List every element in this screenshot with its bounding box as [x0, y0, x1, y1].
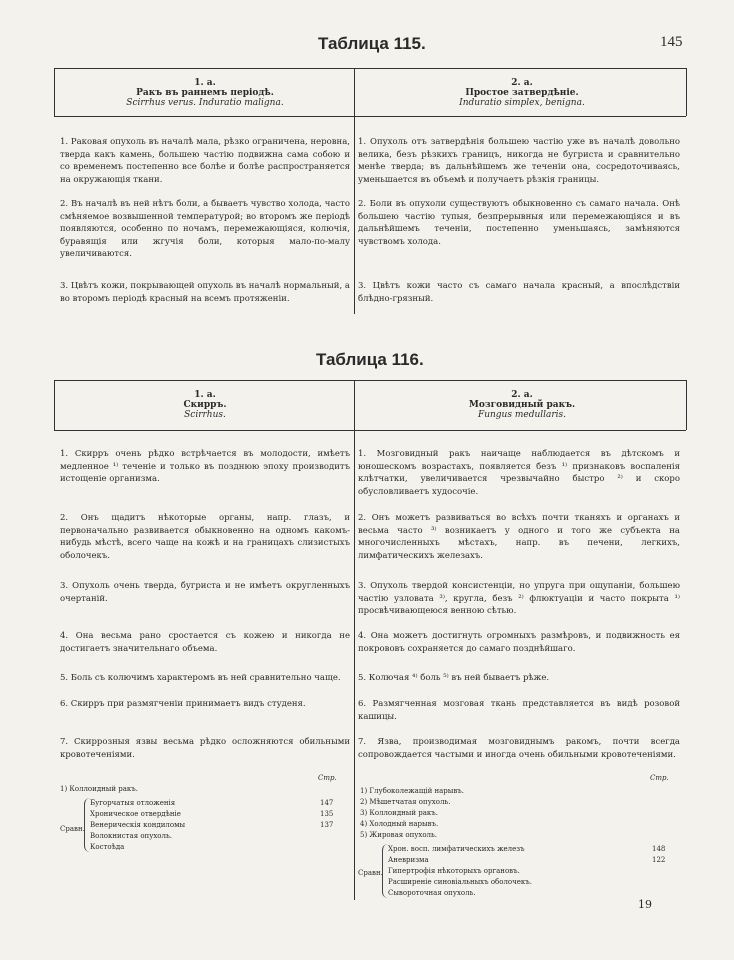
table-115-right-edge [686, 68, 687, 116]
footnote-ref: Аневризма [388, 856, 429, 864]
footnote-ref-page: 135 [320, 810, 334, 818]
list-item: 5. Боль съ колючимъ характеромъ въ ней сравнительно чаще. [60, 673, 341, 683]
footnote-ref-page: 148 [652, 845, 666, 853]
footnote-ref: Венерическія кондиломы [90, 821, 186, 829]
list-item: 3. Цвѣтъ кожи часто съ самаго начала красный, а впослѣдствіи блѣдно-грязный. [358, 281, 680, 304]
footnote-ref-page: 122 [652, 856, 666, 864]
footnote-item: 1) Коллоидный ракъ. [60, 785, 138, 793]
list-item: 2. Боли въ опухоли существуютъ обыкновенно съ самаго начала. Онѣ большею частію тупыя, безпрерывныя или перемежающіяся и въ дальнѣйшемъ теченіи, постепенно уменьшаясь, замѣняются чувствомъ холода. [358, 199, 680, 247]
list-item: 6. Размягченная мозговая ткань представляется въ видѣ розовой кашицы. [358, 699, 680, 722]
footnote-ref: Расширеніе синовіальныхъ оболочекъ. [388, 878, 532, 886]
list-item: 3. Цвѣтъ кожи, покрывающей опухоль въ началѣ нормальный, а во второмъ періодѣ красный на всемъ протяженіи. [60, 281, 350, 304]
footnote-item: 4) Холодный нарывъ. [360, 820, 439, 828]
list-item: 7. Скиррозныя язвы весьма рѣдко осложняются обильными кровотеченіями. [60, 737, 350, 760]
table-116-header-rule [54, 430, 686, 431]
list-item: 1. Опухоль отъ затвердѣнія большею частію уже въ началѣ довольно велика, безъ рѣзкихъ границъ, никогда не бугриста и сравнительно менѣе тверда; въ дальнѣйшемъ же теченіи она, сосредоточиваясь, уменьшается въ объемѣ и получаетъ рѣзкія границы. [358, 137, 680, 185]
footnote-item: 1) Глубоколежащій нарывъ. [360, 787, 464, 795]
list-item: 7. Язва, производимая мозговиднымъ ракомъ, почти всегда сопровождается частыми и иногда очень обильными кровотеченіями. [358, 737, 680, 760]
list-item: 6. Скирръ при размягченіи принимаетъ видъ студеня. [60, 699, 306, 709]
footnote-item: 2) Мѣшетчатая опухоль. [360, 798, 451, 806]
footnote-item: 5) Жировая опухоль. [360, 831, 438, 839]
signature-mark: 19 [638, 898, 652, 911]
table-115-right-header [362, 78, 682, 108]
footnote-item: 3) Коллоидный ракъ. [360, 809, 438, 817]
column-number: 2. а. [511, 390, 533, 400]
table-116-divider [354, 380, 355, 900]
column-number: 2. а. [511, 78, 533, 88]
list-item: 3. Опухоль очень тверда, бугриста и не имѣетъ округленныхъ очертаній. [60, 581, 350, 604]
footnote-ref: Гипертрофія нѣкоторыхъ органовъ. [388, 867, 520, 875]
table-115-header-rule [54, 116, 686, 117]
table-116-top-rule [54, 380, 686, 381]
table-116-left-header [60, 390, 350, 420]
list-item: 3. Опухоль твердой консистенціи, но упруга при ощупаніи, большею частію узловата ³⁾, кругла, безъ ²⁾ флюктуаціи и часто покрыта ¹⁾ просвѣчивающеюся венною сѣтью. [358, 581, 680, 616]
footnote-ref: Бугорчатыя отложенія [90, 799, 176, 807]
column-latin: Scirrhus. [184, 410, 226, 420]
list-item: 2. Онъ можетъ развиваться во всѣхъ почти тканяхъ и органахъ и весьма часто ³⁾ возникаетъ у одного и того же субъекта на многочисленныхъ мѣстахъ, напр. въ печени, легкихъ, лимфатическихъ железахъ. [358, 513, 680, 561]
table-116-right-edge [686, 380, 687, 430]
table-116-title: Таблица 116. [316, 350, 424, 369]
footnote-ref: Сывороточная опухоль. [388, 889, 476, 897]
column-title: Ракъ въ раннемъ періодѣ. [136, 88, 274, 98]
table-115-left-edge [54, 68, 55, 116]
list-item: 1. Мозговидный ракъ наичаще наблюдается въ дѣтскомъ и юношескомъ возрастахъ, появляется безъ ¹⁾ признаковъ воспаленія клѣтчатки, увеличивается чрезвычайно быстро ²⁾ и скоро обусловливаетъ худосочіе. [358, 449, 680, 497]
column-latin: Scirrhus verus. Induratio maligna. [126, 98, 284, 108]
column-title: Простое затвердѣніе. [465, 88, 579, 98]
footnote-ref-page: 147 [320, 799, 334, 807]
list-item: 1. Раковая опухоль въ началѣ мала, рѣзко ограничена, неровна, тверда какъ камень, большею частію подвижна сама собою и со временемъ постепенно все болѣе и болѣе распространяется на окружающія ткани. [60, 137, 350, 185]
column-title: Мозговидный ракъ. [468, 400, 576, 410]
list-item: 4. Она весьма рано сростается съ кожею и никогда не достигаетъ значительнаго объема. [60, 631, 350, 654]
footnote-page-label: Стр. [650, 774, 669, 782]
compare-label: Сравн. [60, 825, 85, 833]
footnote-ref: Волокнистая опухоль. [90, 832, 172, 840]
list-item: 4. Она можетъ достигнуть огромныхъ размѣровъ, и подвижность ея покрововъ сохраняется до самаго позднѣйшаго. [358, 631, 680, 654]
list-item: 2. Онъ щадитъ нѣкоторые органы, напр. глазъ, и первоначально развивается обыкновенно на одномъ какомъ-нибудь мѣстѣ, всего чаще на кожѣ и на границахъ слизистыхъ оболочекъ. [60, 513, 350, 561]
column-number: 1. а. [194, 390, 216, 400]
column-title: Скирръ. [183, 400, 227, 410]
column-latin: Fungus medullaris. [477, 410, 567, 420]
footnote-ref-page: 137 [320, 821, 334, 829]
table-115-top-rule [54, 68, 686, 69]
table-115-left-header [60, 78, 350, 108]
column-number: 1. а. [194, 78, 216, 88]
page-number: 145 [660, 34, 683, 50]
footnote-page-label: Стр. [318, 774, 337, 782]
footnote-ref: Хрон. восп. лимфатическихъ железъ [388, 845, 525, 853]
list-item: 5. Колючая ⁴⁾ боль ⁵⁾ въ ней бываетъ рѣже. [358, 673, 550, 683]
column-latin: Induratio simplex, benigna. [459, 98, 585, 108]
compare-label: Сравн. [358, 869, 383, 877]
footnote-ref: Костоѣда [90, 843, 125, 851]
list-item: 1. Скирръ очень рѣдко встрѣчается въ молодости, имѣетъ медленное ¹⁾ теченіе и только въ позднюю эпоху производитъ истощеніе организма. [60, 449, 350, 484]
footnote-ref: Хроническое отвердѣніе [90, 810, 181, 818]
table-116-right-header [362, 390, 682, 420]
table-115-title: Таблица 115. [318, 34, 426, 53]
list-item: 2. Въ началѣ въ ней нѣтъ боли, а бываетъ чувство холода, часто смѣняемое возвышенной температурой; во второмъ же періодѣ появляются, особенно по ночамъ, перемежающіяся, колючія, буравящія или жгучія боли, которыя мало-по-малу увеличиваются. [60, 199, 350, 259]
table-115-divider [354, 68, 355, 314]
table-116-left-edge [54, 380, 55, 430]
